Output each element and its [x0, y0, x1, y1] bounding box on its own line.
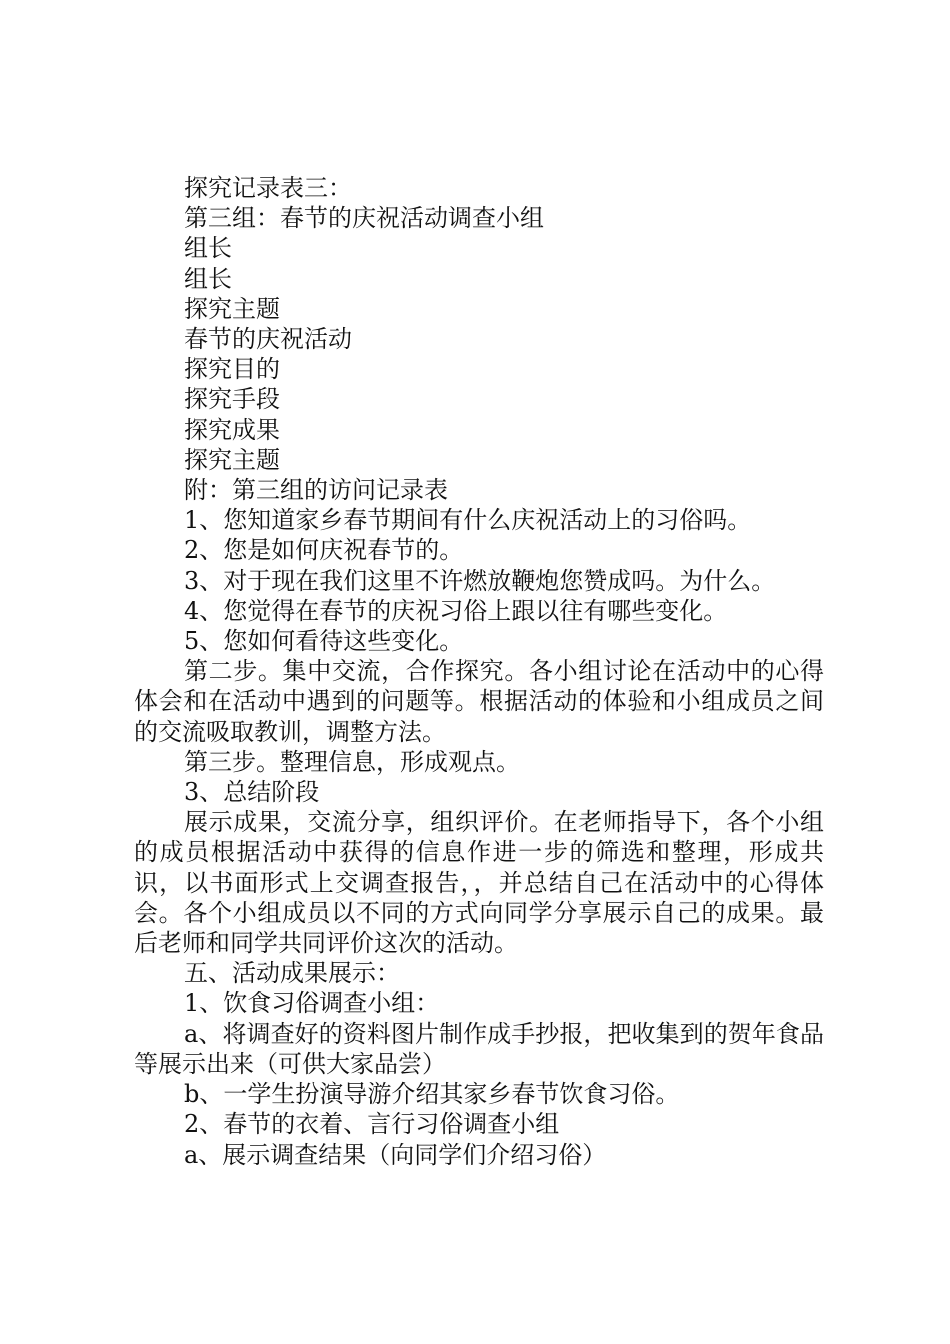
interview-question: 2、您是如何庆祝春节的。 [184, 536, 464, 565]
table-label-result: 探究成果 [184, 415, 280, 444]
document-body [134, 173, 824, 1170]
interview-question: 4、您觉得在春节的庆祝习俗上跟以往有哪些变化。 [184, 596, 728, 625]
appendix-title: 附：第三组的访问记录表 [184, 476, 448, 505]
food-group-item-a: a、将调查好的资料图片制作成手抄报，把收集到的贺年食品等展示出来（可供大家品尝） [134, 1019, 824, 1078]
food-group-item-b: b、一学生扮演导游介绍其家乡春节饮食习俗。 [184, 1080, 680, 1109]
summary-stage-heading: 3、总结阶段 [184, 778, 320, 807]
interview-question: 1、您知道家乡春节期间有什么庆祝活动上的习俗吗。 [184, 506, 752, 535]
interview-question: 5、您如何看待这些变化。 [184, 627, 464, 656]
food-group-heading: 1、饮食习俗调查小组： [184, 989, 440, 1018]
interview-question: 3、对于现在我们这里不许燃放鞭炮您赞成吗。为什么。 [184, 566, 776, 595]
clothing-group-heading: 2、春节的衣着、言行习俗调查小组 [184, 1110, 560, 1139]
table-value-topic: 春节的庆祝活动 [184, 325, 352, 354]
step-two-paragraph: 第二步。集中交流，合作探究。各小组讨论在活动中的心得体会和在活动中遇到的问题等。根据活动的体验和小组成员之间的交流吸取教训，调整方法。 [134, 657, 824, 746]
section-five-heading: 五、活动成果展示： [184, 959, 400, 988]
table-label-topic: 探究主题 [184, 445, 280, 474]
step-three-paragraph: 第三步。整理信息，形成观点。 [184, 747, 520, 776]
table-label-topic: 探究主题 [184, 294, 280, 323]
clothing-group-item-a: a、展示调查结果（向同学们介绍习俗） [184, 1140, 607, 1169]
table-label-method: 探究手段 [184, 385, 280, 414]
summary-paragraph: 展示成果，交流分享，组织评价。在老师指导下，各个小组的成员根据活动中获得的信息作进一步的筛选和整理，形成共识，以书面形式上交调查报告，，并总结自己在活动中的心得体会。各个小组成员以不同的方式向同学分享展示自己的成果。最后老师和同学共同评价这次的活动。 [134, 808, 824, 958]
heading-record-table-three: 探究记录表三： [184, 174, 352, 202]
table-label-purpose: 探究目的 [184, 355, 280, 384]
table-label-leader: 组长 [184, 234, 232, 263]
table-label-leader: 组长 [184, 264, 232, 293]
group-three-title: 第三组：春节的庆祝活动调查小组 [184, 204, 544, 233]
